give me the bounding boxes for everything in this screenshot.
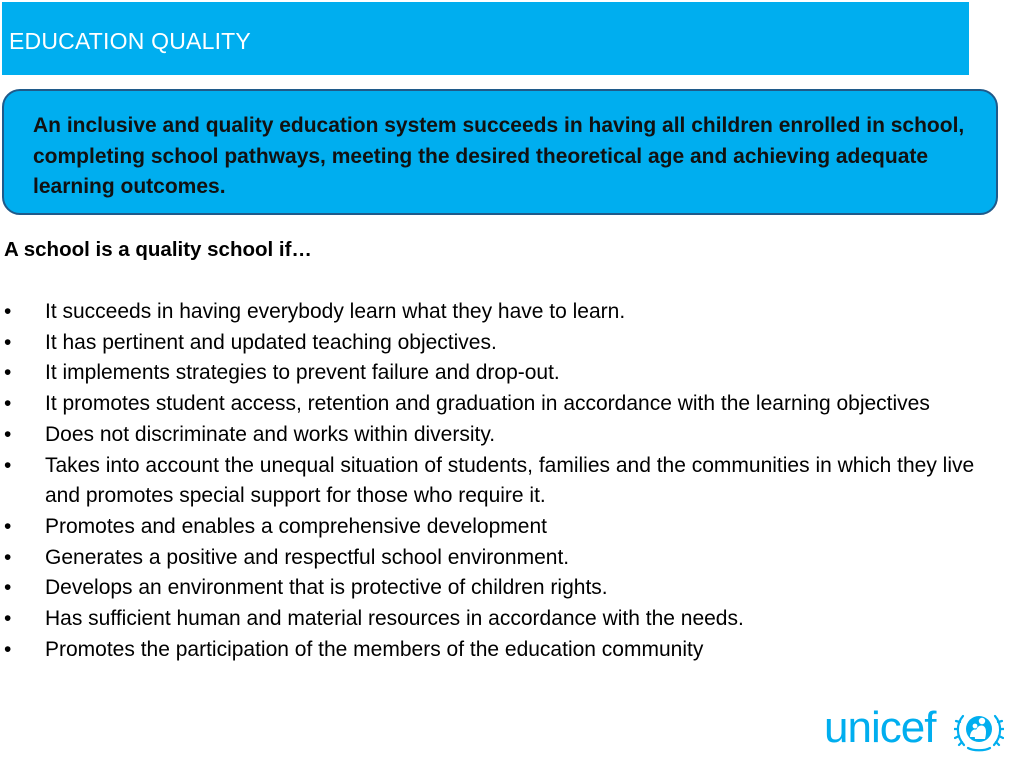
bullet-icon: • [4, 576, 12, 600]
callout-text: An inclusive and quality education system succeeds in having all children enrolled in school, completing school pathways, meeting the desired theoretical age and achieving adequate learning outcomes. [33, 114, 965, 198]
list-item-text: Takes into account the unequal situation of students, families and the communities in which they live and promotes special support for those who require it. [45, 453, 975, 508]
list-item [0, 297, 1010, 328]
bullet-icon: • [4, 300, 12, 323]
list-item-text: Promotes and enables a comprehensive development [45, 514, 547, 538]
list-item [0, 451, 1010, 512]
list-item-text: It succeeds in having everybody learn what they have to learn. [45, 300, 626, 323]
list-item [0, 635, 1010, 666]
criteria-list [0, 297, 1010, 665]
list-item [0, 420, 1010, 451]
section-heading: A school is a quality school if… [4, 238, 312, 261]
unicef-emblem-icon [954, 706, 1004, 752]
bullet-icon: • [4, 453, 12, 477]
list-item-text: It has pertinent and updated teaching objectives. [45, 330, 497, 354]
page-title: EDUCATION QUALITY [9, 28, 251, 54]
bullet-icon: • [4, 637, 12, 661]
list-item [0, 358, 1010, 389]
unicef-logo [824, 703, 1006, 753]
bullet-icon: • [4, 514, 12, 538]
list-item [0, 389, 1010, 420]
definition-callout [2, 89, 998, 215]
bullet-icon: • [4, 392, 12, 416]
list-item [0, 543, 1010, 574]
title-bar [2, 2, 969, 75]
bullet-icon: • [4, 607, 12, 631]
list-item-text: Does not discriminate and works within diversity. [45, 422, 496, 446]
list-item-text: Promotes the participation of the members of the education community [45, 637, 704, 661]
list-item [0, 604, 1010, 635]
list-item-text: Develops an environment that is protective of children rights. [45, 576, 608, 600]
list-item-text: Has sufficient human and material resources in accordance with the needs. [45, 607, 744, 631]
bullet-icon: • [4, 545, 12, 569]
list-item-text: Generates a positive and respectful school environment. [45, 545, 570, 569]
list-item [0, 573, 1010, 604]
bullet-icon: • [4, 330, 12, 354]
bullet-icon: • [4, 422, 12, 446]
list-item [0, 512, 1010, 543]
list-item-text: It implements strategies to prevent failure and drop-out. [45, 361, 560, 385]
list-item-text: It promotes student access, retention and graduation in accordance with the learning objectives [45, 392, 930, 416]
bullet-icon: • [4, 361, 12, 385]
logo-wordmark: unicef [824, 703, 936, 752]
list-item [0, 328, 1010, 359]
